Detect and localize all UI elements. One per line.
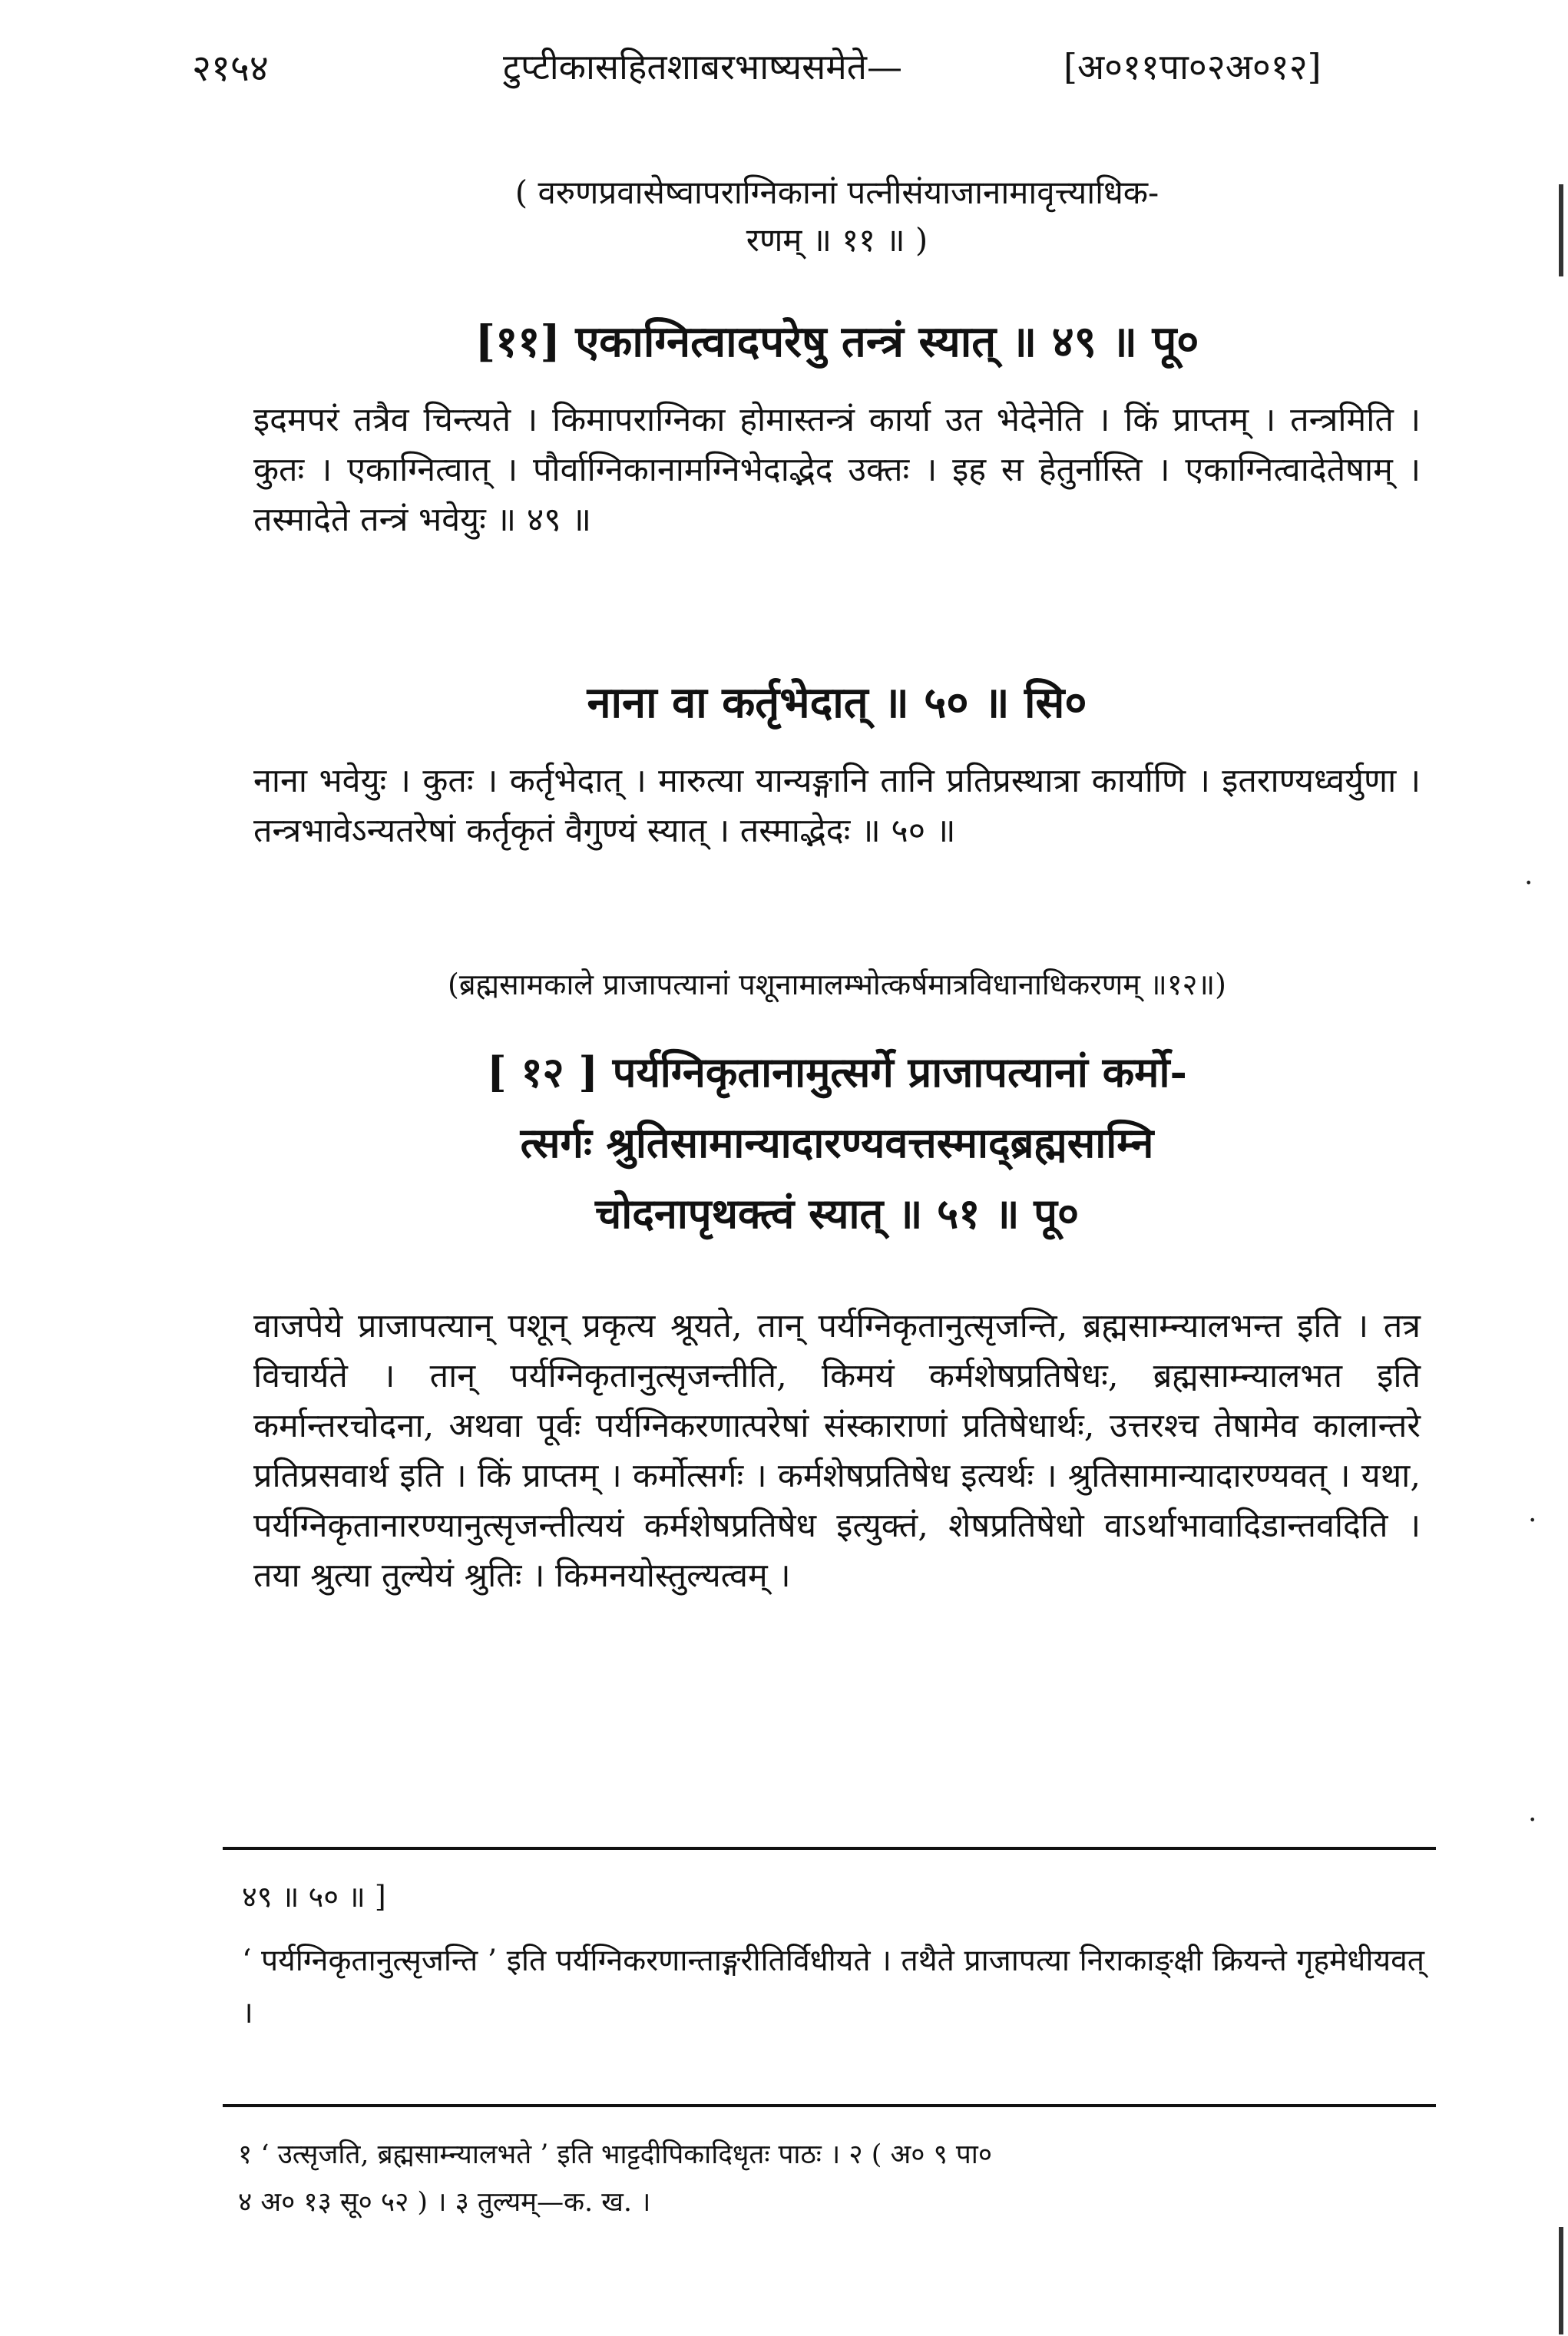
commentary-text: ‘ पर्यग्निकृतानुत्सृजन्ति ’ इति पर्यग्निकरणान्ताङ्गरीतिर्विधीयते । तथैते प्राजापत्या निराकाङ्क्षी क्रियन्ते गृहमेधीयवत् । <box>242 1944 1424 2030</box>
section-12-title: (ब्रह्मसामकाले प्राजापत्यानां पशूनामालम्भोत्कर्षमात्रविधानाधिकरणम् ॥१२॥) <box>448 968 1226 1001</box>
paragraph-51: वाजपेये प्राजापत्यान् पशून् प्रकृत्य श्रूयते, तान् पर्यग्निकृतानुत्सृजन्ति, ब्रह्मसाम्न्यालभन्त इति । तत्र विचार्यते । तान् पर्यग्निकृतानुत्सृजन्तीति, किमयं कर्मशेषप्रतिषेधः, ब्रह्मसाम्न्यालभत इति कर्मान्तरचोदना, अथवा पूर्वः पर्यग्निकरणात्परेषां संस्काराणां प्रतिषेधार्थः, उत्तरश्च तेषामेव कालान्तरे प्रतिप्रसवार्थ इति । किं प्राप्तम् । कर्मोत्सर्गः । कर्मशेषप्रतिषेध इत्यर्थः । श्रुतिसामान्यादारण्यवत् । यथा, पर्यग्निकृतानारण्यानुत्सृजन्तीत्ययं कर्मशेषप्रतिषेध इत्युक्तं, शेषप्रतिषेधो वाऽर्थाभावादिडान्तवदिति । तया श्रुत्या तुल्येयं श्रुतिः । किमनयोस्तुल्यत्वम् । <box>253 1307 1421 1595</box>
sutra-51-line1: [ १२ ] पर्यग्निकृतानामुत्सर्गे प्राजापत्यानां कर्मो- <box>487 1047 1187 1097</box>
section-11-title <box>253 169 1421 264</box>
sutra-51 <box>253 1037 1421 1249</box>
commentary-divider <box>223 1847 1436 1850</box>
sutra-51-line3: चोदनापृथक्त्वं स्यात् ॥ ५१ ॥ पू० <box>594 1189 1080 1238</box>
footnotes <box>238 2131 1428 2226</box>
scan-speck: · <box>1528 1805 1537 1836</box>
scan-speck: · <box>1528 1505 1537 1537</box>
scan-edge-mark <box>1559 2227 1563 2334</box>
page-number: २१५४ <box>192 47 269 90</box>
commentary-label: ४९ ॥ ५० ॥ ] <box>242 1880 386 1914</box>
footnote-divider <box>223 2104 1436 2107</box>
sutra-51-line2: त्सर्गः श्रुतिसामान्यादारण्यवत्तस्माद्ब्रह्मसाम्नि <box>520 1118 1154 1167</box>
scan-edge-mark <box>1559 184 1563 276</box>
scan-speck: · <box>1524 868 1533 899</box>
header-reference: [अ०११पा०२अ०१२] <box>1064 46 1322 88</box>
section-11-title-line1: ( वरुणप्रवासेष्वापराग्निकानां पत्नीसंयाजानामावृत्त्याधिक- <box>514 174 1159 211</box>
footnote-line2: ४ अ० १३ सू० ५२ ) । ३ तुल्यम्—क. ख. । <box>238 2187 651 2218</box>
paragraph-50: नाना भवेयुः । कुतः । कर्तृभेदात् । मारुत्या यान्यङ्गानि तानि प्रतिप्रस्थात्रा कार्याणि । इतराण्यध्वर्युणा । तन्त्रभावेऽन्यतरेषां कर्तृकृतं वैगुण्यं स्यात् । तस्माद्भेदः ॥ ५० ॥ <box>253 762 1421 850</box>
paragraph-49: इदमपरं तत्रैव चिन्त्यते । किमापराग्निका होमास्तन्त्रं कार्या उत भेदेनेति । किं प्राप्तम् । तन्त्रमिति । कुतः । एकाग्नित्वात् । पौर्वाग्निकानामग्निभेदाद्भेद उक्तः । इह स हेतुर्नास्ति । एकाग्नित्वादेतेषाम् । तस्मादेते तन्त्रं भवेयुः ॥ ४९ ॥ <box>253 401 1421 539</box>
sutra-50: नाना वा कर्तृभेदात् ॥ ५० ॥ सि० <box>587 677 1087 728</box>
section-11-title-line2: रणम् ॥ ११ ॥ ) <box>746 221 928 259</box>
sutra-49: [११] एकाग्नित्वादपरेषु तन्त्रं स्यात् ॥ ४९ ॥ पू० <box>475 316 1199 367</box>
footnote-line1: १ ‘ उत्सृजति, ब्रह्मसाम्न्यालभते ’ इति भाट्टदीपिकादिधृतः पाठः । २ ( अ० ९ पा० <box>238 2139 993 2170</box>
running-title: टुप्टीकासहितशाबरभाष्यसमेते— <box>503 46 902 88</box>
